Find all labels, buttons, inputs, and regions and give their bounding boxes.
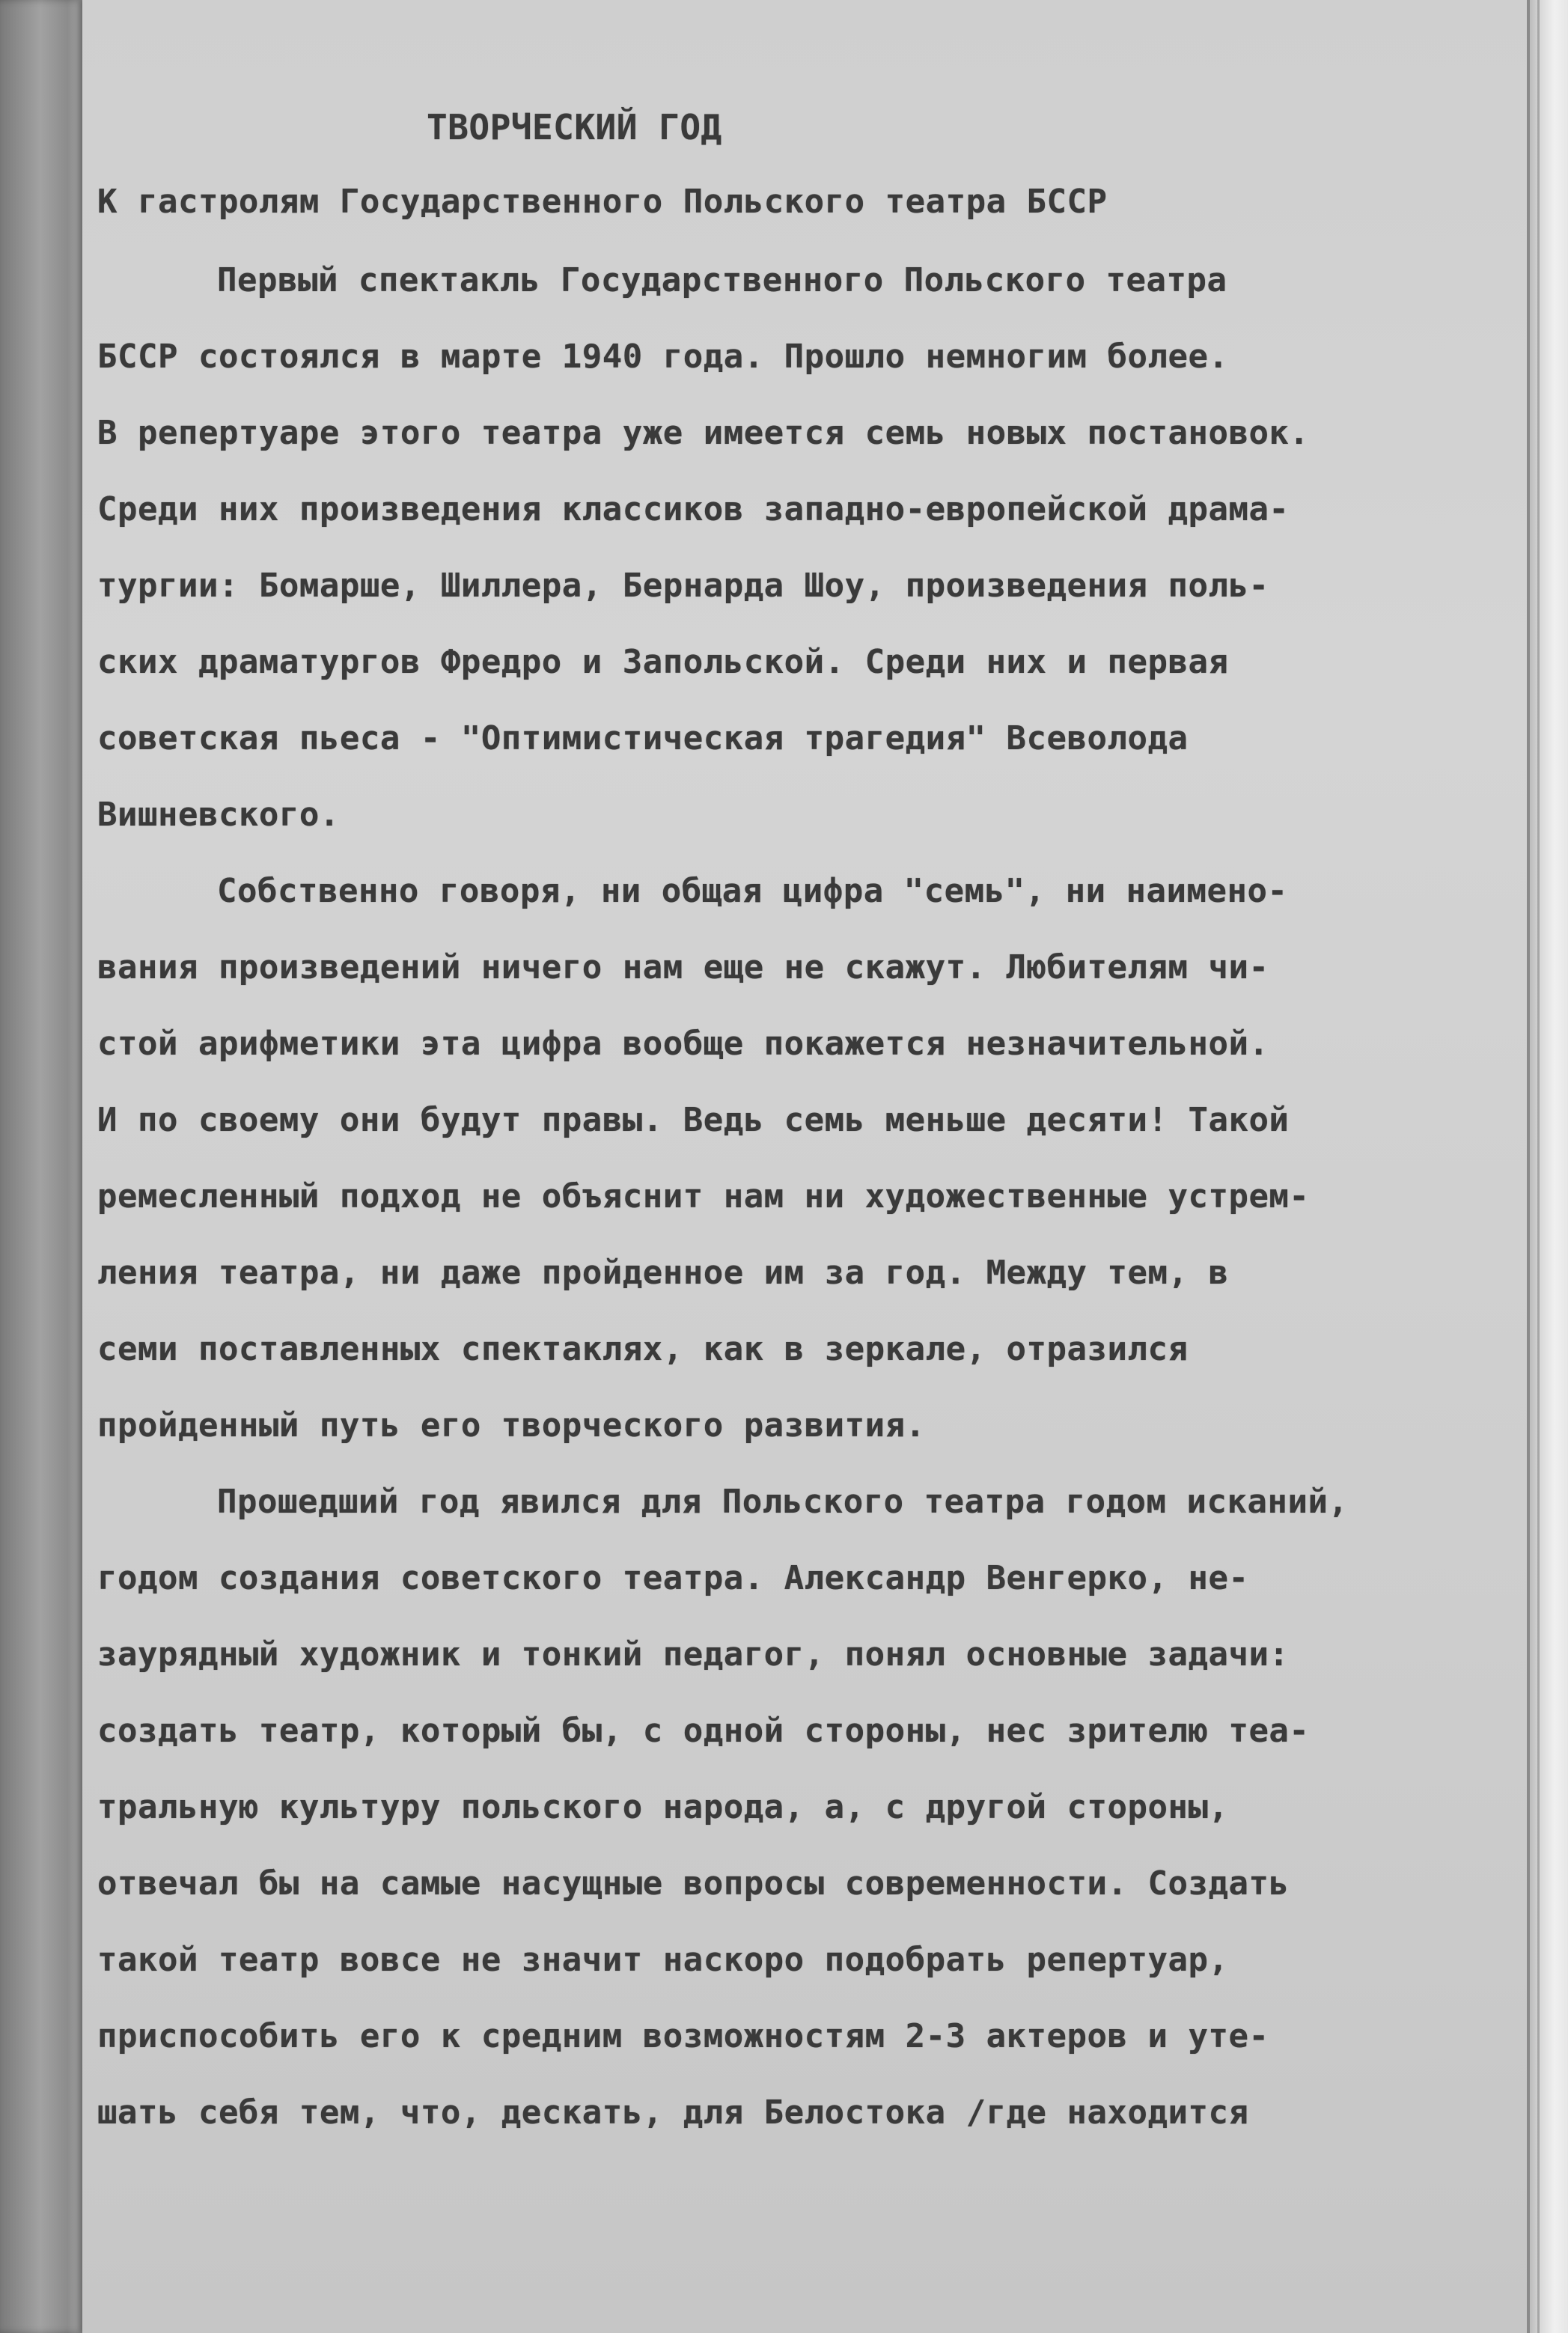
paragraph-line: советская пьеса - "Оптимистическая трагедия" Всеволода (97, 719, 1189, 757)
paragraph-line: ления театра, ни даже пройденное им за год. Между тем, в (97, 1254, 1229, 1292)
paragraph-line: Собственно говоря, ни общая цифра "семь", ни наимено- (217, 872, 1288, 910)
paragraph-line: приспособить его к средним возможностям 2-3 актеров и уте- (97, 2017, 1269, 2055)
paragraph-line: отвечал бы на самые насущные вопросы современности. Создать (97, 1864, 1290, 1903)
paragraph-line: БССР состоялся в марте 1940 года. Прошло немногим более. (97, 338, 1229, 376)
document-subtitle: К гастролям Государственного Польского театра БССР (97, 183, 1108, 221)
paragraph-line: В репертуаре этого театра уже имеется семь новых постановок. (97, 414, 1310, 452)
paragraph-line: ремесленный подход не объяснит нам ни художественные устрем- (97, 1177, 1310, 1216)
paragraph-line: стой арифметики эта цифра вообще покажется незначительной. (97, 1025, 1269, 1063)
document-title: ТВОРЧЕСКИЙ ГОД (427, 107, 722, 147)
document-body (97, 90, 1519, 2151)
paragraph-line: тургии: Бомарше, Шиллера, Бернарда Шоу, произведения поль- (97, 567, 1269, 605)
paragraph-line: тральную культуру польского народа, а, с другой стороны, (97, 1788, 1229, 1826)
page-fold-line (1537, 0, 1540, 2333)
paragraph-line: пройденный путь его творческого развития. (97, 1406, 926, 1445)
paragraph-line: И по своему они будут правы. Ведь семь меньше десяти! Такой (97, 1101, 1290, 1139)
page-stack-edge (1527, 0, 1568, 2333)
paragraph-line: вания произведений ничего нам еще не скажут. Любителям чи- (97, 948, 1269, 986)
paragraph-1 (97, 243, 1519, 853)
paragraph-line: заурядный художник и тонкий педагог, понял основные задачи: (97, 1635, 1290, 1674)
paragraph-2 (97, 853, 1519, 1464)
paragraph-3 (97, 1464, 1519, 2151)
paragraph-line: Первый спектакль Государственного Польского театра (217, 261, 1227, 299)
paragraph-line: семи поставленных спектаклях, как в зеркале, отразился (97, 1330, 1189, 1368)
paragraph-line: Прошедший год явился для Польского театра годом исканий, (217, 1483, 1349, 1521)
paragraph-line: Вишневского. (97, 796, 340, 834)
paragraph-line: такой театр вовсе не значит наскоро подобрать репертуар, (97, 1941, 1229, 1979)
paragraph-line: ских драматургов Фредро и Запольской. Среди них и первая (97, 643, 1229, 681)
underlying-sheet (0, 0, 90, 2333)
paragraph-line: годом создания советского театра. Александр Венгерко, не- (97, 1559, 1249, 1597)
paragraph-line: Среди них произведения классиков западно-европейской драма- (97, 490, 1290, 528)
paragraph-line: шать себя тем, что, дескать, для Белостока /где находится (97, 2093, 1249, 2132)
paragraph-line: создать театр, который бы, с одной стороны, нес зрителю теа- (97, 1712, 1310, 1750)
